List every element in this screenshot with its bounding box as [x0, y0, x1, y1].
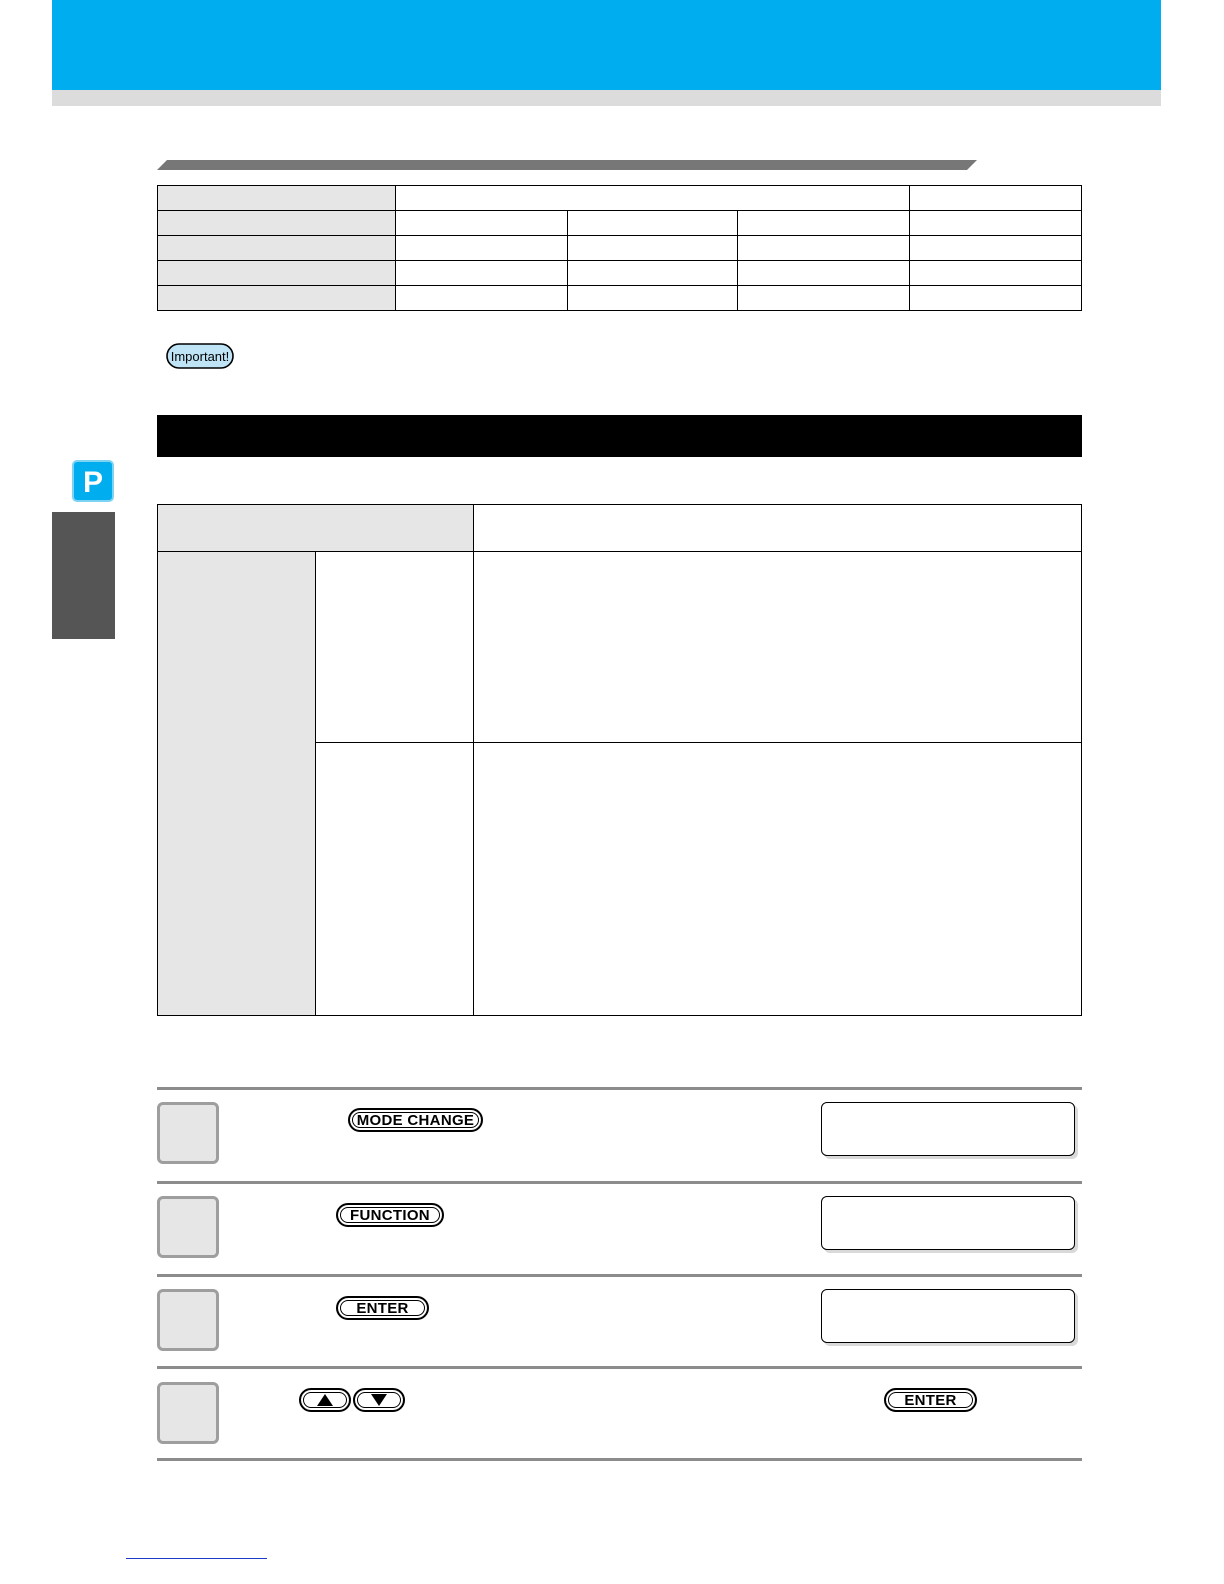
table-row: [158, 261, 1082, 286]
table-cell: [567, 236, 738, 261]
table-cell: [567, 286, 738, 311]
table-cell: [395, 261, 567, 286]
enter-key[interactable]: ENTER: [336, 1296, 429, 1320]
table-cell: [395, 186, 909, 211]
table-row: [158, 505, 1082, 552]
step-divider: [157, 1458, 1082, 1461]
section-heading-rule: [157, 160, 977, 170]
table-cell: [738, 286, 910, 311]
table-cell: [395, 211, 567, 236]
section-title-bar: [157, 415, 1082, 457]
up-arrow-key[interactable]: [299, 1388, 351, 1412]
lcd-display: [821, 1289, 1075, 1343]
table-row: [158, 186, 1082, 211]
table-header-cell: [158, 261, 396, 286]
lcd-display: [821, 1102, 1075, 1156]
down-arrow-key[interactable]: [353, 1388, 405, 1412]
table-cell: [315, 743, 473, 1016]
header-band: [52, 0, 1161, 90]
table-cell: [910, 261, 1082, 286]
spec-table: [157, 185, 1082, 311]
table-cell: [910, 236, 1082, 261]
table-cell: [567, 211, 738, 236]
setting-table: [157, 504, 1082, 1016]
table-header-cell: [158, 211, 396, 236]
table-cell: [473, 505, 1081, 552]
step-divider: [157, 1366, 1082, 1369]
chapter-side-tab: [52, 512, 115, 639]
table-row: [158, 286, 1082, 311]
p-tab-icon: [72, 460, 114, 502]
table-cell: [910, 286, 1082, 311]
table-cell: [738, 261, 910, 286]
important-icon: [166, 343, 234, 369]
step-number-box: [157, 1196, 219, 1258]
table-header-cell: [158, 236, 396, 261]
function-key[interactable]: FUNCTION: [336, 1203, 444, 1227]
table-cell: [910, 211, 1082, 236]
table-header-cell: [158, 552, 316, 1016]
mode-change-key[interactable]: MODE CHANGE: [348, 1108, 483, 1132]
table-cell: [738, 211, 910, 236]
step-divider: [157, 1274, 1082, 1277]
step-number-box: [157, 1382, 219, 1444]
step-number-box: [157, 1102, 219, 1164]
table-row: [158, 552, 1082, 743]
table-cell: [315, 552, 473, 743]
table-cell: [395, 236, 567, 261]
footer-link-underline[interactable]: [126, 1558, 267, 1559]
header-shadow: [52, 90, 1161, 106]
p-tab-letter: P: [82, 466, 104, 499]
step-number-box: [157, 1289, 219, 1351]
step-divider: [157, 1087, 1082, 1090]
enter-key-confirm[interactable]: ENTER: [884, 1388, 977, 1412]
table-header-cell: [158, 286, 396, 311]
table-row: [158, 236, 1082, 261]
step-divider: [157, 1181, 1082, 1184]
table-header-cell: [158, 186, 396, 211]
table-cell: [910, 186, 1082, 211]
important-label: Important!: [170, 349, 230, 364]
down-arrow-icon: [371, 1394, 387, 1406]
table-cell: [395, 286, 567, 311]
table-header-cell: [158, 505, 474, 552]
table-cell: [473, 552, 1081, 743]
table-cell: [567, 261, 738, 286]
table-cell: [738, 236, 910, 261]
up-arrow-icon: [317, 1394, 333, 1406]
table-row: [158, 211, 1082, 236]
table-cell: [473, 743, 1081, 1016]
lcd-display: [821, 1196, 1075, 1250]
